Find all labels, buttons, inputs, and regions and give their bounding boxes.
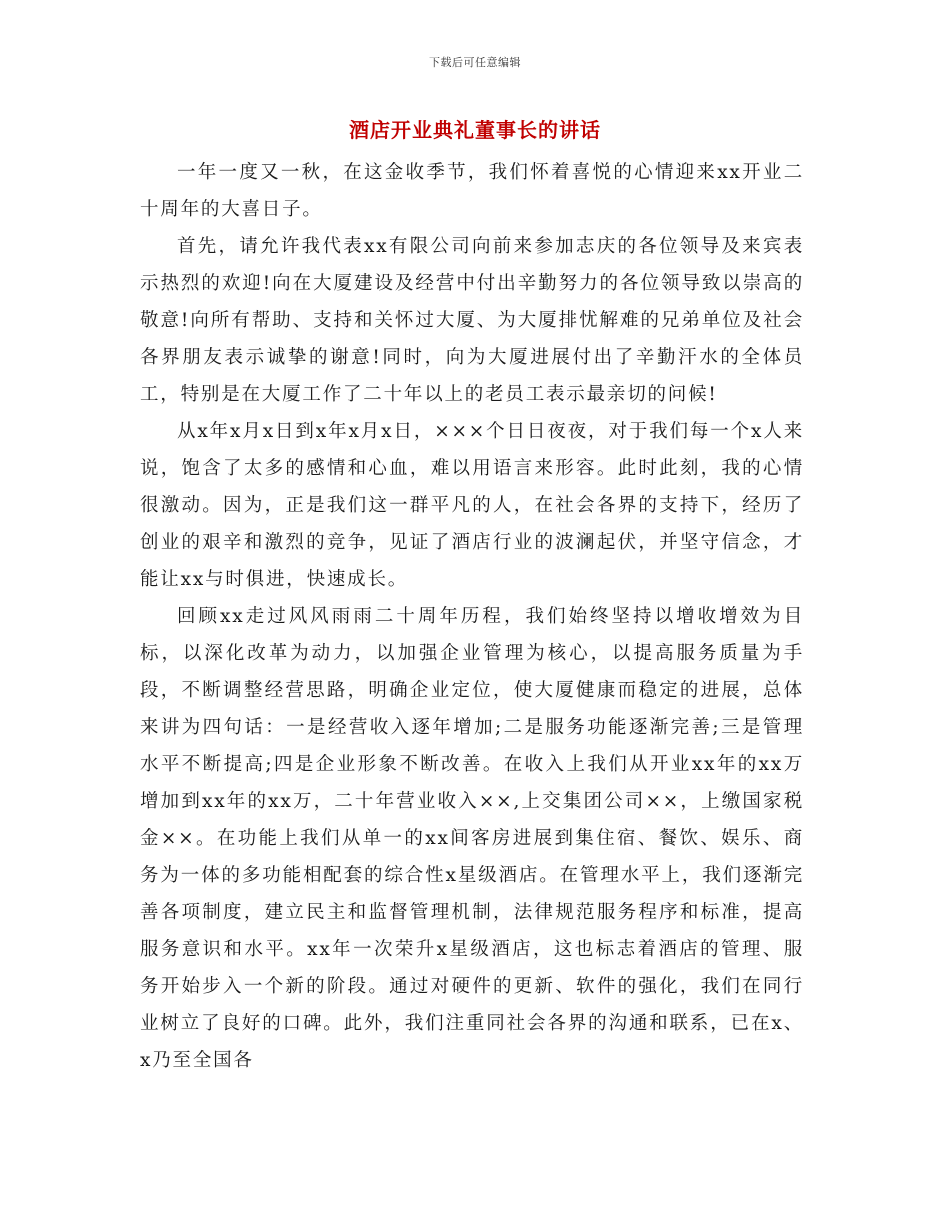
paragraph-2: 首先，请允许我代表xx有限公司向前来参加志庆的各位领导及来宾表示热烈的欢迎!向在大厦建设及经营中付出辛勤努力的各位领导致以崇高的敬意!向所有帮助、支持和关怀过大厦、为大厦排忧解难的兄弟单位及社会各界朋友表示诚挚的谢意!同时，向为大厦进展付出了辛勤汗水的全体员工，特别是在大厦工作了二十年以上的老员工表示最亲切的问候!: [140, 236, 804, 405]
document-body: [140, 154, 804, 1079]
header-note: 下载后可任意编辑: [429, 56, 521, 69]
paragraph-1: 一年一度又一秋，在这金收季节，我们怀着喜悦的心情迎来xx开业二十周年的大喜日子。: [140, 162, 804, 220]
paragraph-3: 从x年x月x日到x年x月x日，×××个日日夜夜，对于我们每一个x人来说，饱含了太多的感情和心血，难以用语言来形容。此时此刻，我的心情很激动。因为，正是我们这一群平凡的人，在社会各界的支持下，经历了创业的艰辛和激烈的竞争，见证了酒店行业的波澜起伏，并坚守信念，才能让xx与时俱进，快速成长。: [140, 421, 804, 590]
document-title: 酒店开业典礼董事长的讲话: [349, 118, 601, 142]
paragraph-4: 回顾xx走过风风雨雨二十周年历程，我们始终坚持以增收增效为目标，以深化改革为动力，以加强企业管理为核心，以提高服务质量为手段，不断调整经营思路，明确企业定位，使大厦健康而稳定的进展，总体来讲为四句话：一是经营收入逐年增加;二是服务功能逐渐完善;三是管理水平不断提高;四是企业形象不断改善。在收入上我们从开业xx年的xx万增加到xx年的xx万，二十年营业收入××,上交集团公司××，上缴国家税金××。在功能上我们从单一的xx间客房进展到集住宿、餐饮、娱乐、商务为一体的多功能相配套的综合性x星级酒店。在管理水平上，我们逐渐完善各项制度，建立民主和监督管理机制，法律规范服务程序和标准，提高服务意识和水平。xx年一次荣升x星级酒店，这也标志着酒店的管理、服务开始步入一个新的阶段。通过对硬件的更新、软件的强化，我们在同行业树立了良好的口碑。此外，我们注重同社会各界的沟通和联系，已在x、x乃至全国各: [140, 606, 804, 1071]
